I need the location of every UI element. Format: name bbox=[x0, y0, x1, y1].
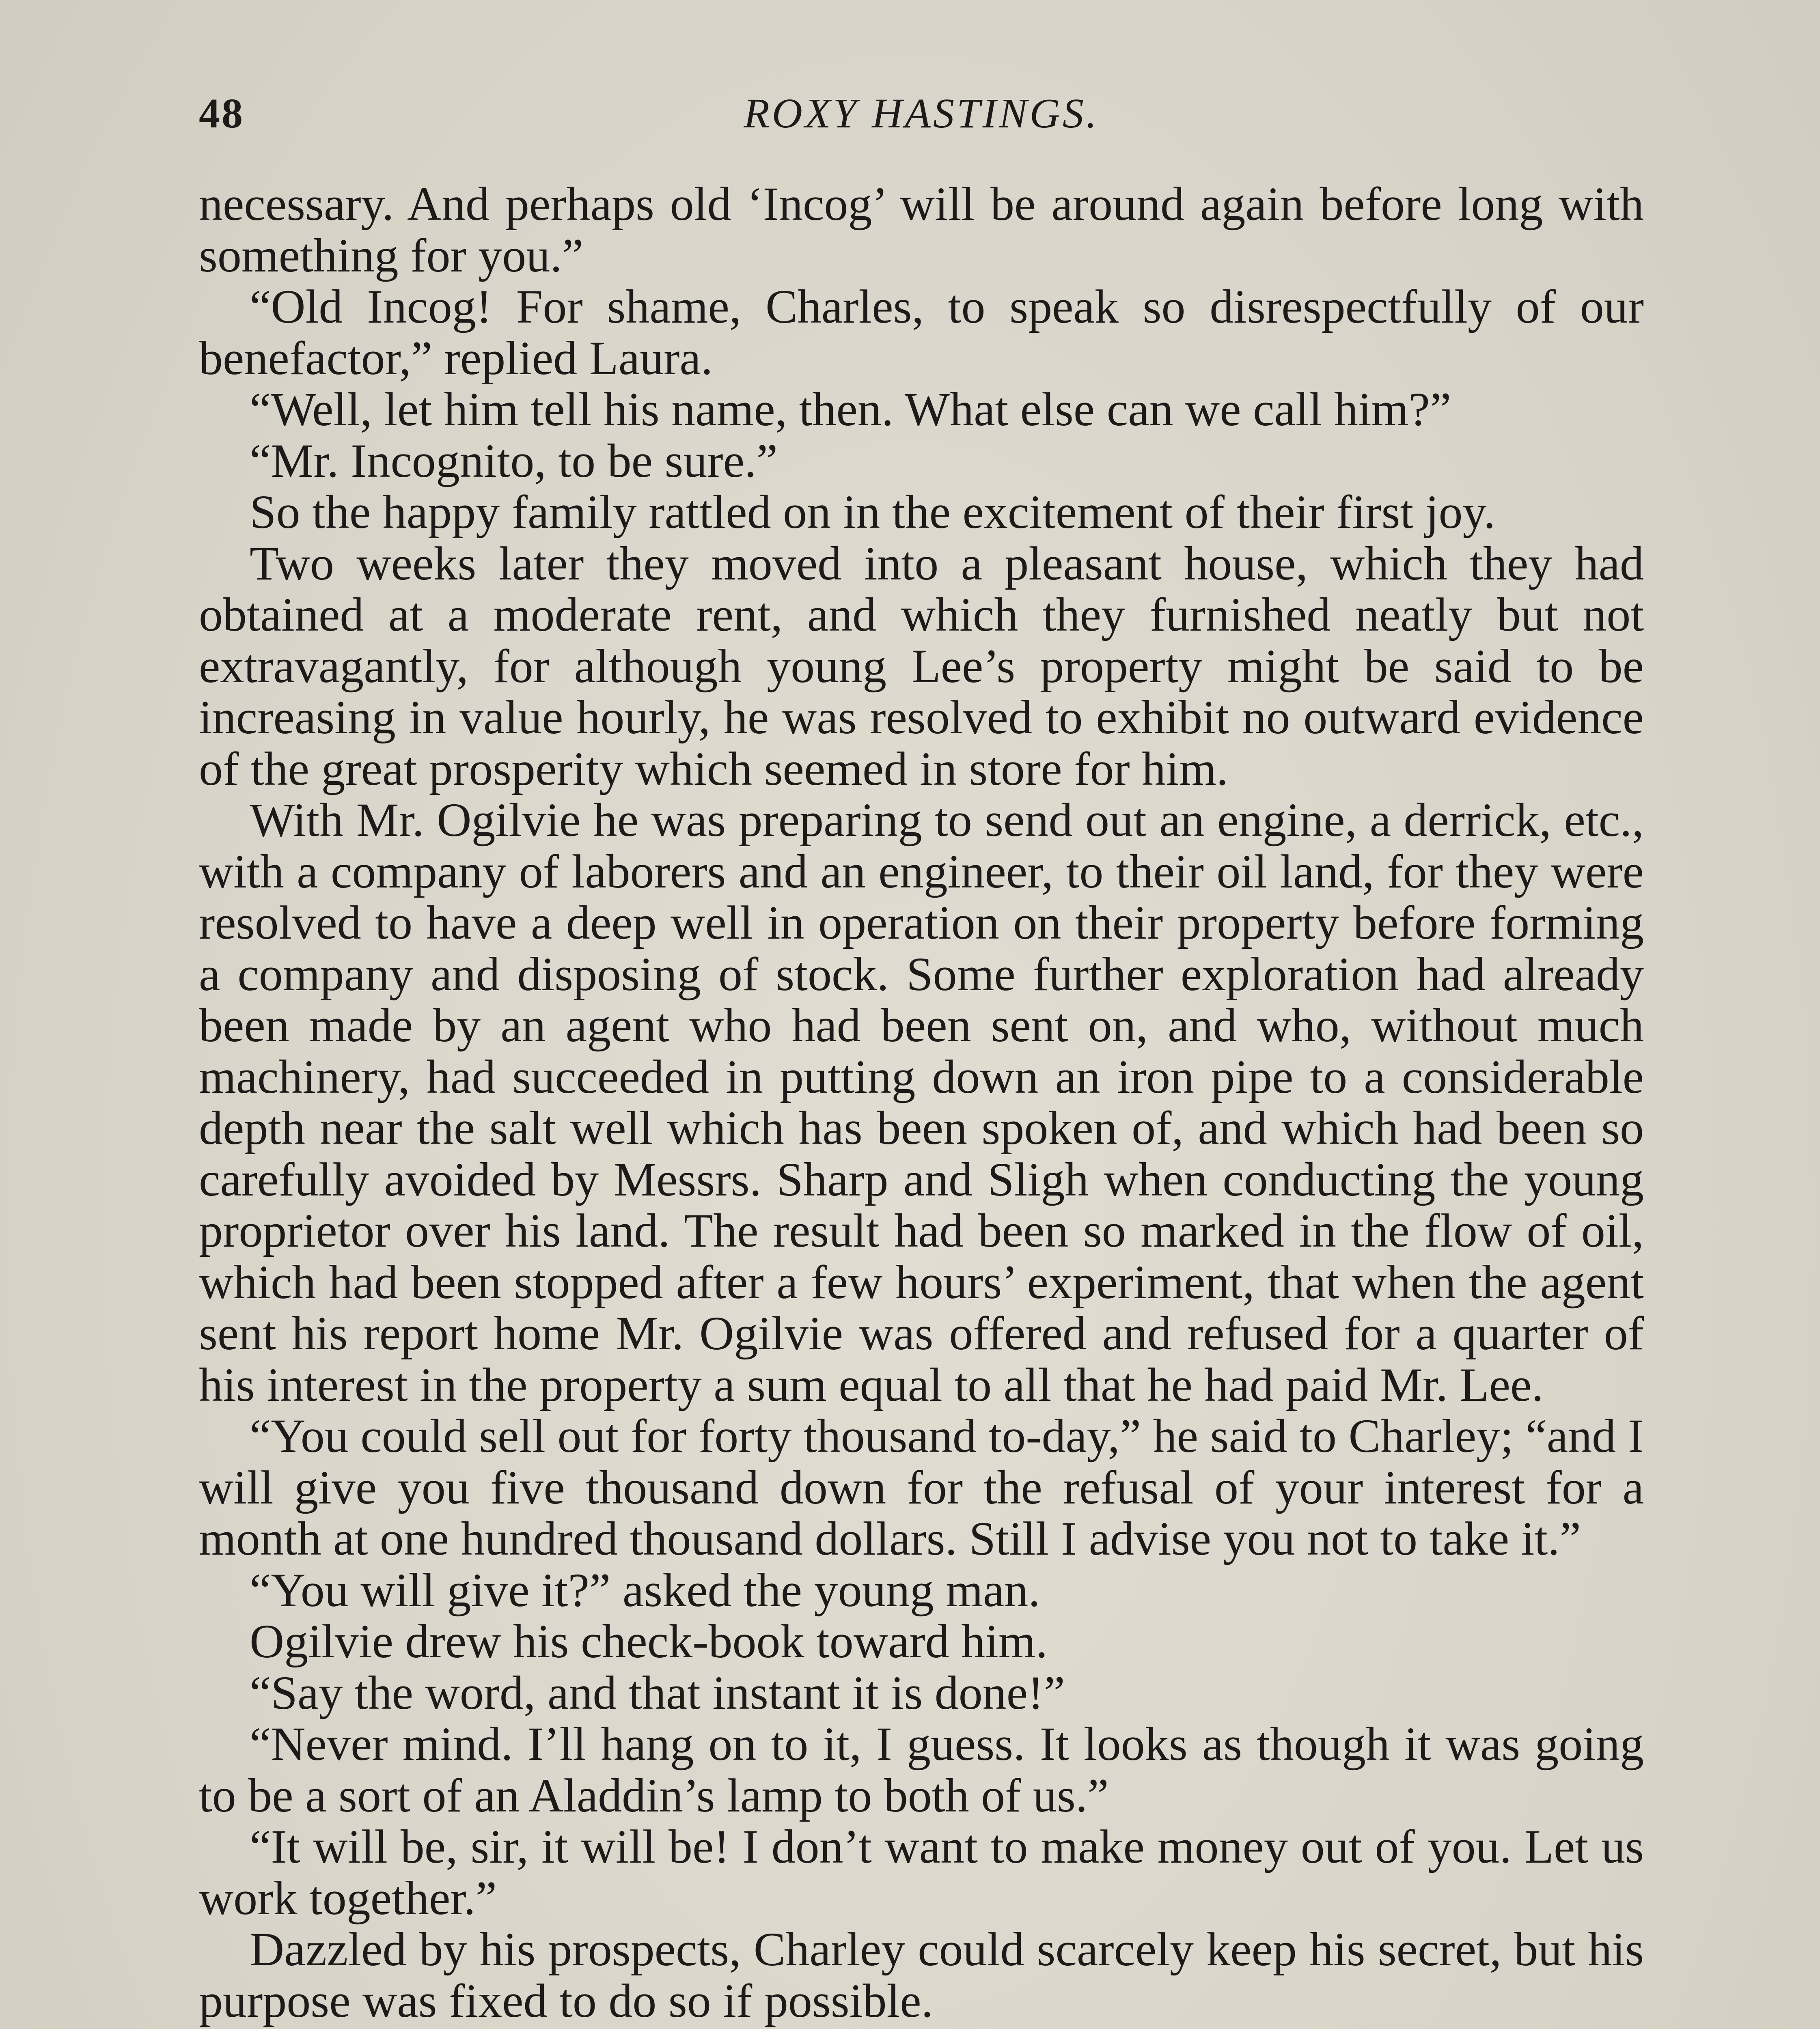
paragraph: “Old Incog! For shame, Charles, to speak so disrespectfully of our benefactor,” replied Laura. bbox=[199, 280, 1644, 385]
paragraph: “You could sell out for forty thousand to-day,” he said to Charley; “and I will give you five thousand down for the refusal of your interest for a month at one hundred thousand dollars. Still I advise you not to take it.” bbox=[199, 1409, 1644, 1565]
paragraph: “You will give it?” asked the young man. bbox=[250, 1563, 1040, 1617]
running-head: ROXY HASTINGS. bbox=[744, 90, 1099, 137]
paragraph: necessary. And perhaps old ‘Incog’ will be around again before long with something for you.” bbox=[199, 177, 1644, 282]
page-header bbox=[199, 81, 1644, 138]
page-number: 48 bbox=[199, 90, 244, 137]
paragraph: “Say the word, and that instant it is done!” bbox=[250, 1666, 1065, 1719]
body-text bbox=[199, 179, 1644, 2027]
paragraph: So the happy family rattled on in the excitement of their first joy. bbox=[250, 485, 1496, 538]
paragraph: “Never mind. I’ll hang on to it, I guess. It looks as though it was going to be a sort of an Aladdin’s lamp to both of us.” bbox=[199, 1717, 1644, 1822]
paragraph: “It will be, sir, it will be! I don’t want to make money out of you. Let us work together.” bbox=[199, 1820, 1644, 1925]
paragraph: Dazzled by his prospects, Charley could scarcely keep his secret, but his purpose was fixed to do so if possible. bbox=[199, 1923, 1644, 2027]
paragraph: With Mr. Ogilvie he was preparing to send out an engine, a derrick, etc., with a company of laborers and an engineer, to their oil land, for they were resolved to have a deep well in operation on their property before forming a company and disposing of stock. Some further exploration had already been made by an agent who had been sent on, and who, without much machinery, had succeeded in putting down an iron pipe to a considerable depth near the salt well which has been spoken of, and which had been so carefully avoided by Messrs. Sharp and Sligh when conducting the young proprietor over his land. The result had been so marked in the flow of oil, which had been stopped after a few hours’ experiment, that when the agent sent his report home Mr. Ogilvie was offered and refused for a quarter of his interest in the property a sum equal to all that he had paid Mr. Lee. bbox=[199, 793, 1644, 1411]
paragraph: Two weeks later they moved into a pleasant house, which they had obtained at a moderate rent, and which they furnished neatly but not extravagantly, for although young Lee’s property might be said to be increasing in value hourly, he was resolved to exhibit no outward evidence of the great prosperity which seemed in store for him. bbox=[199, 536, 1644, 795]
paragraph: Ogilvie drew his check-book toward him. bbox=[250, 1615, 1048, 1668]
paragraph: “Mr. Incognito, to be sure.” bbox=[250, 434, 778, 487]
paragraph: “Well, let him tell his name, then. What else can we call him?” bbox=[250, 383, 1451, 436]
